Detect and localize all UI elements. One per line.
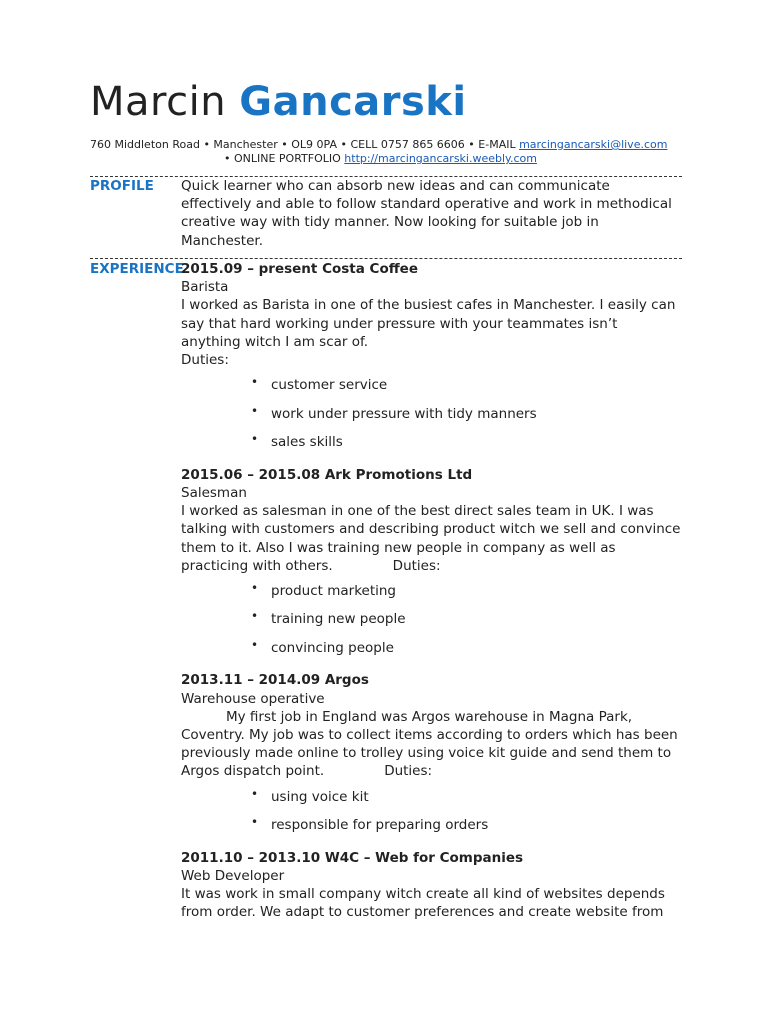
job-heading: 2013.11 – 2014.09 Argos xyxy=(181,672,369,689)
list-item: • responsible for preparing orders xyxy=(251,815,489,834)
first-name: Marcin xyxy=(90,79,227,125)
experience-section xyxy=(181,260,681,921)
address-phone-text: 760 Middleton Road • Manchester • OL9 0PA • CELL 0757 865 6606 • E-MAIL xyxy=(90,138,520,151)
contact-block xyxy=(90,138,667,166)
candidate-name xyxy=(90,76,467,128)
job-role: Web Developer xyxy=(181,867,285,884)
bullet-icon: • xyxy=(251,609,259,624)
job-description: My first job in England was Argos warehouse in Magna Park, Coventry. My job was to collect items according to orders which has been previously made online to trolley using voice kit guide and send them to Argos dispatch point. Duties: xyxy=(181,708,678,780)
job-heading: 2015.06 – 2015.08 Ark Promotions Ltd xyxy=(181,466,473,483)
duties-list xyxy=(181,788,681,845)
duties-label: Duties: xyxy=(392,557,441,574)
job-role: Warehouse operative xyxy=(181,690,325,707)
duties-label: Duties: xyxy=(384,763,433,780)
bullet-icon: • xyxy=(251,786,259,801)
job-description: I worked as salesman in one of the best direct sales team in UK. I was talking with customers and describing product witch we sell and convince them to it. Also I was training new people in company as well as practicing with others. Duties: xyxy=(181,503,681,574)
job-argos xyxy=(181,671,681,844)
list-item: • training new people xyxy=(251,609,406,628)
job-heading: 2015.09 – present Costa Coffee xyxy=(181,261,418,277)
job-role: Salesman xyxy=(181,484,247,501)
list-item: • sales skills xyxy=(251,432,343,451)
profile-text: Quick learner who can absorb new ideas and can communicate effectively and able to follow standard operative and work in methodical creative way with tidy manner. Now looking for suitable job in Manchester. xyxy=(181,178,672,249)
divider-experience xyxy=(90,258,682,259)
job-costa xyxy=(181,260,681,462)
job-role: Barista xyxy=(181,279,229,296)
duties-label: Duties: xyxy=(181,352,229,369)
duties-list xyxy=(181,582,681,668)
list-item: • product marketing xyxy=(251,580,397,599)
list-item: • customer service xyxy=(251,375,388,394)
list-item: • work under pressure with tidy manners xyxy=(251,403,537,422)
bullet-icon: • xyxy=(251,580,259,595)
profile-section xyxy=(181,177,681,250)
email-link[interactable]: marcingancarski@live.com xyxy=(519,138,668,151)
bullet-icon: • xyxy=(251,815,259,830)
bullet-icon: • xyxy=(251,432,259,447)
experience-label: EXPERIENCE xyxy=(90,261,184,277)
job-description: It was work in small company witch create all kind of websites depends from order. We adapt to customer preferences and create website from xyxy=(181,886,665,921)
job-description: I worked as Barista in one of the busiest cafes in Manchester. I easily can say that hard working under pressure with your teammates isn’t anything witch I am scar of. xyxy=(181,297,676,350)
job-ark xyxy=(181,466,681,668)
job-w4c xyxy=(181,849,681,922)
bullet-icon: • xyxy=(251,375,259,390)
bullet-icon: • xyxy=(251,403,259,418)
job-heading: 2011.10 – 2013.10 W4C – Web for Companies xyxy=(181,849,524,866)
bullet-icon: • xyxy=(251,637,259,652)
portfolio-link[interactable]: http://marcingancarski.weebly.com xyxy=(344,152,537,165)
portfolio-label: • ONLINE PORTFOLIO xyxy=(224,152,345,165)
profile-label: PROFILE xyxy=(90,178,154,194)
contact-line-1 xyxy=(90,138,667,152)
list-item: • convincing people xyxy=(251,637,394,656)
last-name: Gancarski xyxy=(239,79,467,125)
duties-list xyxy=(181,376,681,462)
contact-line-2 xyxy=(90,152,667,166)
list-item: • using voice kit xyxy=(251,786,369,805)
